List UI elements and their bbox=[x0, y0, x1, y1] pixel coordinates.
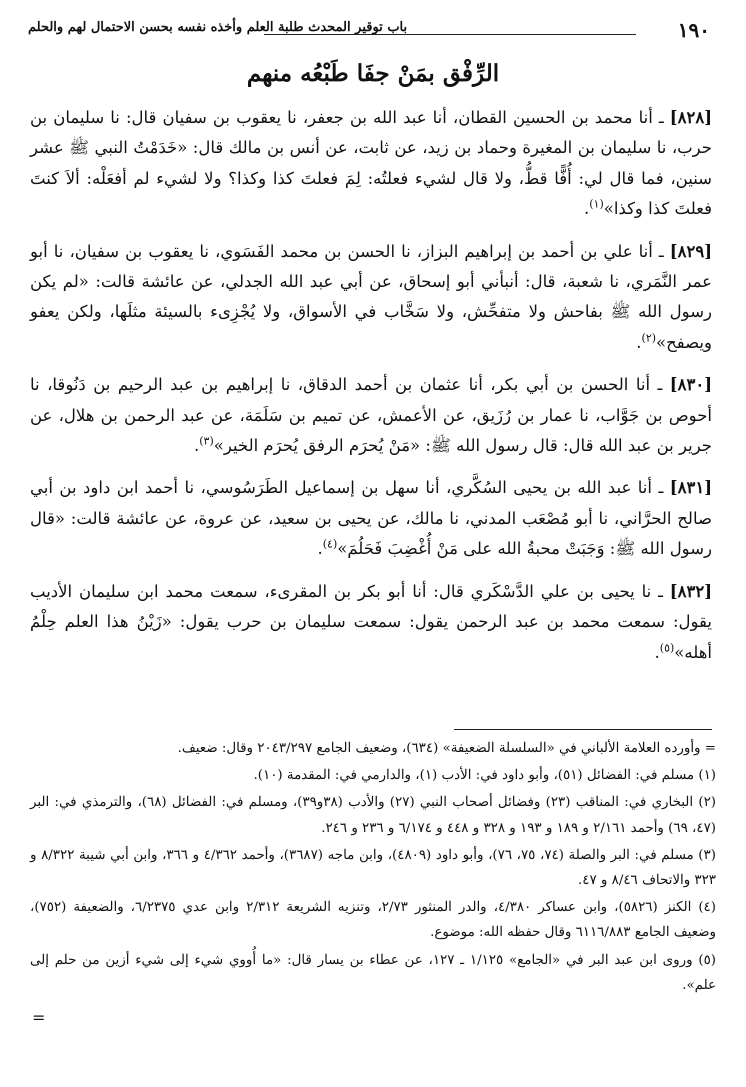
footnote: (٣) مسلم في: البر والصلة (٧٤، ٧٥، ٧٦)، وأبو داود (٤٨٠٩)، وابن ماجه (٣٦٨٧)، وأحمد ٤/٣٦٢ و ٣٦٦، وابن أبي شيبة ٨/٣٢٢ و ٣٢٣ والاتحاف ٨/٤٦ و ٤٧. bbox=[30, 847, 716, 889]
hadith-text: ـ أنا محمد بن الحسين القطان، أنا عبد الله بن جعفر، نا يعقوب بن سفيان قال: نا سليمان بن حرب، نا سليمان بن المغيرة وحماد بن زيد، عن ثابت، عن أنس بن مالك قال: «خَدَمْتُ النبي ﷺ عشر سنين، فما قال لي: أُفًّا قطُّ، ولا قال لشيء فعلتُه: لِمَ فعلتَ كذا وكذا؟ ولا لشيء لم أفعَلْه: ألاَ كنتَ فعلتَ كذا وكذا» bbox=[30, 108, 712, 219]
hadith-end: . bbox=[636, 332, 642, 352]
footnote-ref: (٢) bbox=[641, 331, 657, 345]
continuation-marker: = bbox=[32, 1008, 46, 1027]
hadith-number: [٨٣٢] bbox=[669, 581, 712, 601]
footnote: (٥) وروى ابن عبد البر في «الجامع» ١/١٢٥ ـ ١٢٧، عن عطاء بن يسار قال: «ما أُووي شيء إلى شيء أزين من حلم إلى علم». bbox=[30, 952, 716, 993]
main-text bbox=[30, 103, 712, 680]
footnote: (٢) البخاري في: المناقب (٢٣) وفضائل أصحاب النبي (٢٧) والأدب (٣٨و٣٩)، ومسلم في: الفضائل (٦٨)، والترمذي في: البر (٤٧، ٦٩) وأحمد ٢/١٦١ و ١٨٩ و ١٩٣ و ٣٢٨ و ٤٤٨ و ٦/١٧٤ و ٢٣٦ و ٢٤٦. bbox=[30, 795, 717, 836]
running-title: باب توقير المحدث طلبة العلم وأخذه نفسه بحسن الاحتمال لهم والحلم bbox=[28, 20, 408, 35]
hadith-end: . bbox=[317, 539, 323, 559]
hadith-number: [٨٣١] bbox=[669, 478, 712, 498]
footnote-ref: (٤) bbox=[322, 537, 338, 551]
hadith-text: ـ نا يحيى بن علي الدَّسْكَري قال: أنا أبو بكر بن المقرىء، سمعت محمد ابن سليمان الأديب يقول: سمعت محمد بن عبد الرحمن يقول: سمعت سليمان بن حرب يقول: «زَيْنُ هذا العلم حِلْمُ أهله» bbox=[30, 581, 712, 662]
hadith-end: . bbox=[583, 199, 590, 219]
hadith-paragraph bbox=[30, 103, 712, 225]
hadith-text: ـ أنا علي بن أحمد بن إبراهيم البزاز، نا الحسن بن محمد الفَسَوي، نا يعقوب بن سفيان، نا أبو عمر النَّمَري، نا شعبة، قال: أنبأني أبو إسحاق، عن أبي عبد الله الجدلي، عن عائشة قالت: «لم يكن رسول الله ﷺ بفاحش ولا متفحِّش، ولا سَخَّاب في الأسواق، ولا يُجْزِىء بالسيئة مثلَها، ولكن يعفو ويصفح» bbox=[30, 241, 712, 352]
hadith-end: . bbox=[193, 436, 200, 456]
page-header bbox=[28, 14, 710, 44]
footnote-ref: (١) bbox=[589, 197, 604, 211]
footnotes bbox=[30, 736, 716, 1000]
hadith-paragraph bbox=[30, 237, 712, 359]
hadith-end: . bbox=[654, 642, 660, 662]
footnote-ref: (٣) bbox=[199, 434, 214, 448]
footnote: (١) مسلم في: الفضائل (٥١)، وأبو داود في: الأدب (١)، والدارمي في: المقدمة (١٠). bbox=[253, 768, 716, 784]
hadith-text: ـ أنا الحسن بن أبي بكر، أنا عثمان بن أحمد الدقاق، نا إبراهيم بن عبد الرحيم بن دَنُوقا، نا أحوص بن جَوَّاب، نا عمار بن رُزَيق، عن الأعمش، عن تميم بن سَلَمَة، عن عبد الرحمن بن هلال، عن جرير بن عبد الله قال: قال رسول الله ﷺ: «مَنْ يُحرَم الرفق يُحرَم الخير» bbox=[30, 375, 712, 456]
hadith-text: ـ أنا عبد الله بن يحيى السُكَّري، أنا سهل بن إسماعيل الطَرَسُوسي، نا أحمد ابن داود بن أبي صالح الحرَّاني، نا أبو مُصْعَب المدني، نا مالك، عن يحيى بن سعيد، عن عروة، عن عائشة قالت: «قال رسول الله ﷺ: وَجَبَتْ محبةُ الله على مَنْ أُغْضِبَ فَحَلُمَ» bbox=[30, 478, 712, 559]
footnote: (٤) الكنز (٥٨٢٦)، وابن عساكر ٤/٣٨٠، والدر المنثور ٢/٧٣، وتنزيه الشريعة ٢/٣١٢ وابن عدي ٦/٢٣٧٥، والضعيفة (٧٥٢)، وضعيف الجامع ٦١١٦/٨٨٣ وقال حفظه الله: موضوع. bbox=[30, 900, 716, 941]
section-title: الرِّفْق بمَنْ جفَا طَبْعُه منهم bbox=[246, 60, 500, 87]
footnote: = وأورده العلامة الألباني في «السلسلة الضعيفة» (٦٣٤)، وضعيف الجامع ٢٠٤٣/٢٩٧ وقال: ضعيف. bbox=[177, 741, 716, 756]
hadith-number: [٨٢٨] bbox=[669, 108, 712, 127]
hadith-number: [٨٢٩] bbox=[669, 241, 712, 261]
hadith-paragraph bbox=[30, 473, 712, 564]
hadith-paragraph bbox=[30, 370, 712, 461]
hadith-number: [٨٣٠] bbox=[669, 375, 712, 395]
footnote-ref: (٥) bbox=[659, 641, 675, 654]
page-number: ١٩٠ bbox=[677, 18, 710, 42]
hadith-paragraph bbox=[30, 577, 712, 668]
footnote-separator bbox=[454, 729, 712, 730]
